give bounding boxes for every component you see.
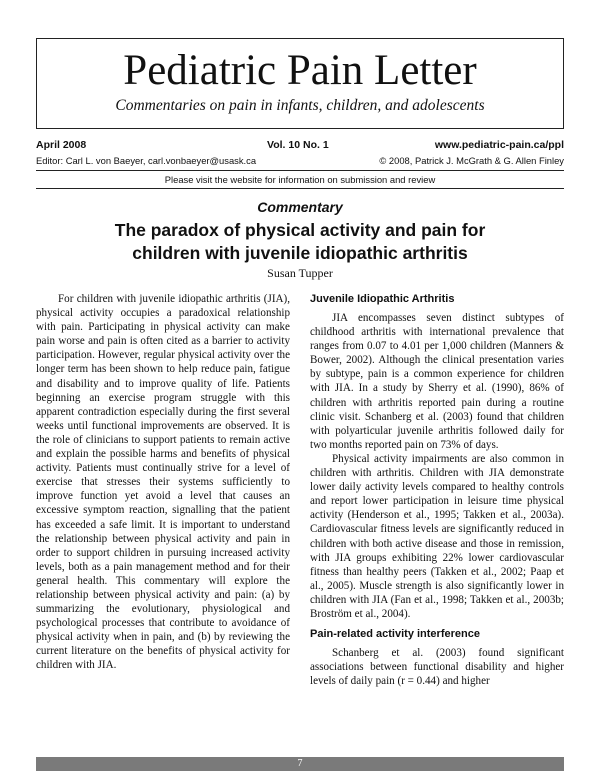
activity-impairment-paragraph: Physical activity impairments are also common in children with arthritis. Children with JIA demonstrate lower daily activity levels compared to healthy controls and report lower participation in leisure time physical activity (Henderson et al., 1995; Takken et al., 2003a). Cardiovascular fitness levels are significantly reduced in children with both active disease and those in remission, with JIA groups exhibiting 22% lower cardiovascular fitness than healthy peers (Takken et al., 2002; Paap et al., 2005). Muscle strength is also significantly lower in children with JIA (Fan et al., 1998; Takken et al., 2003b; Broström et al., 2004). bbox=[310, 452, 564, 620]
header-divider-top bbox=[36, 170, 564, 171]
editor-line: Editor: Carl L. von Baeyer, carl.vonbaeyer@usask.ca bbox=[36, 155, 257, 166]
newsletter-title: Pediatric Pain Letter bbox=[123, 47, 477, 94]
issue-volume: Vol. 10 No. 1 bbox=[267, 139, 329, 151]
masthead-box bbox=[36, 38, 564, 129]
interference-paragraph: Schanberg et al. (2003) found significant associations between functional disability and higher levels of daily pain (r = 0.44) and higher bbox=[310, 647, 564, 688]
website-link[interactable]: www.pediatric-pain.ca/ppl bbox=[434, 139, 564, 151]
newsletter-subtitle: Commentaries on pain in infants, children, and adolescents bbox=[115, 97, 485, 114]
left-column bbox=[36, 292, 290, 673]
article-title-line-1: The paradox of physical activity and pain for bbox=[114, 220, 486, 240]
section-heading-interference: Pain-related activity interference bbox=[310, 628, 480, 641]
article-title-line-2: children with juvenile idiopathic arthritis bbox=[132, 243, 468, 263]
right-column bbox=[310, 292, 564, 688]
jia-paragraph: JIA encompasses seven distinct subtypes of childhood arthritis with international prevalence that ranges from 0.07 to 4.01 per 1,000 children (Manners & Bower, 2002). Although the clinical presentation varies by subtype, pain is a common experience for children with JIA. In a study by Sherry et al. (1990), 86% of children with arthritis reported pain during a routine clinic visit. Schanberg et al. (2003) found that children with polyarticular juvenile arthritis followed daily for two months reported pain on 73% of days. bbox=[310, 312, 564, 451]
section-label: Commentary bbox=[257, 199, 343, 215]
issue-date: April 2008 bbox=[36, 139, 87, 151]
header-divider-bottom bbox=[36, 188, 564, 189]
copyright-line: © 2008, Patrick J. McGrath & G. Allen Finley bbox=[379, 155, 564, 166]
section-heading-jia: Juvenile Idiopathic Arthritis bbox=[310, 293, 455, 305]
page-number-bar: 7 bbox=[36, 757, 564, 771]
article-author: Susan Tupper bbox=[267, 266, 333, 280]
submission-notice: Please visit the website for information on submission and review bbox=[164, 174, 436, 185]
intro-paragraph: For children with juvenile idiopathic arthritis (JIA), physical activity occupies a paradoxical relationship with pain. Participating in physical activity can make pain worse and pain is often cited as a barrier to activity participation. However, regular physical activity over the longer term has been shown to help reduce pain, fatigue and disability and to improve quality of life. Patients beginning an exercise program struggle with this apparent contradiction especially during the first several weeks until functional improvements are observed. It is the role of clinicians to support patients to remain active and explain the possible harms and benefits of physical activity. Patients must continually strive for a level of exercise that stresses their systems sufficiently to improve function yet avoid a level that causes an excessive symptom reaction, signalling that the patient has exceeded a safe limit. It is important to understand the relationship between physical activity and pain in order to support children in pursuing increased activity levels, both as a pain management method and for their general health. This commentary will explore the relationship between physical activity and pain: (a) by summarizing the evolutionary, physiological and psychological processes that contribute to avoidance of physical activity when in pain, and (b) by reviewing the current literature on the benefits of physical activity for children with JIA. bbox=[36, 293, 290, 672]
